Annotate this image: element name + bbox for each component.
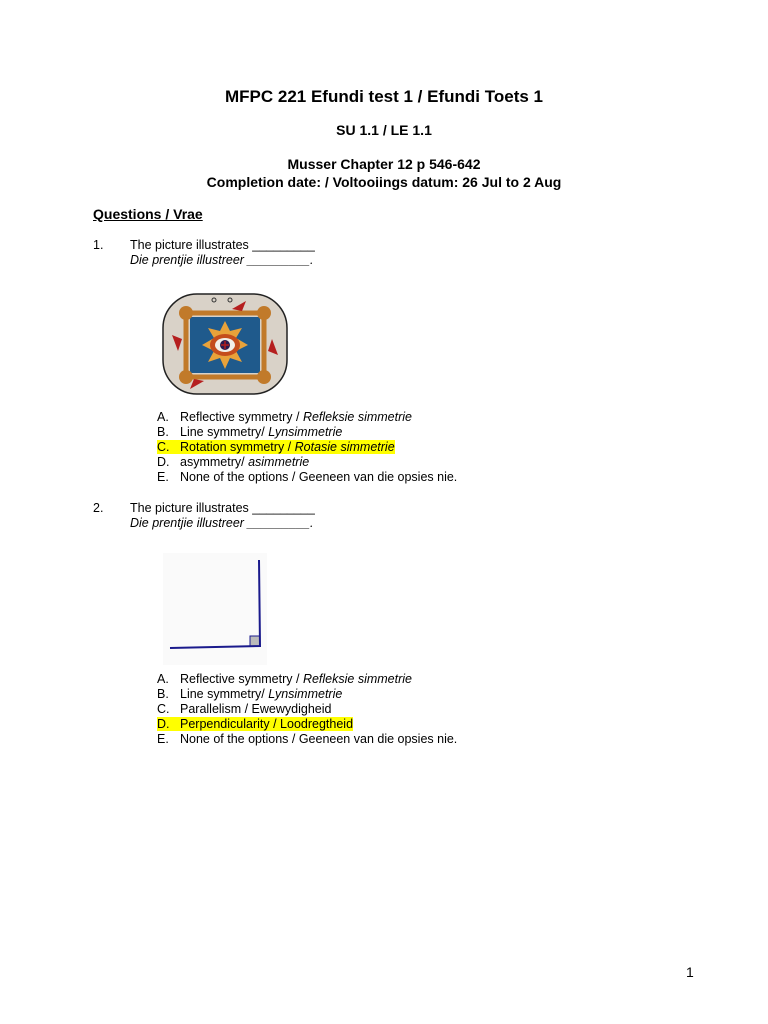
option-b[interactable] — [157, 425, 457, 440]
option-letter: A. — [157, 672, 169, 686]
option-letter: D. — [157, 455, 170, 469]
question-number: 2. — [93, 501, 104, 515]
question-text — [130, 238, 315, 268]
option-text-af: asimmetrie — [248, 455, 310, 469]
option-letter: E. — [157, 732, 169, 746]
question-text-af: Die prentjie illustreer _________. — [130, 253, 314, 267]
option-e[interactable] — [157, 732, 457, 747]
option-text: Reflective symmetry / — [180, 672, 303, 686]
option-letter: E. — [157, 470, 169, 484]
option-d[interactable] — [157, 455, 457, 470]
page-number: 1 — [686, 964, 694, 980]
right-angle-icon — [163, 553, 267, 665]
option-text: Line symmetry/ — [180, 687, 269, 701]
reference-label: Musser Chapter 12 p 546-642 — [287, 156, 481, 172]
option-d[interactable] — [157, 717, 457, 732]
option-a[interactable] — [157, 672, 457, 687]
option-c[interactable] — [157, 702, 457, 717]
option-text-af: Refleksie simmetrie — [302, 410, 412, 424]
options-list — [157, 410, 457, 485]
question-number: 1. — [93, 238, 104, 252]
options-list — [157, 672, 457, 747]
option-text: Perpendicularity / Loodregtheid — [180, 717, 354, 731]
option-letter: B. — [157, 687, 169, 701]
question-text-af: Die prentjie illustreer _________. — [130, 516, 314, 530]
question-text-en: The picture illustrates _________ — [130, 238, 315, 252]
option-letter: C. — [157, 440, 170, 454]
option-text-af: Lynsimmetrie — [268, 425, 343, 439]
option-text: Reflective symmetry / — [180, 410, 303, 424]
option-text-af: Rotasie simmetrie — [294, 440, 395, 454]
question-text-en: The picture illustrates _________ — [130, 501, 315, 515]
option-letter: C. — [157, 702, 170, 716]
option-text: Rotation symmetry / — [180, 440, 295, 454]
option-letter: B. — [157, 425, 169, 439]
option-a[interactable] — [157, 410, 457, 425]
completion-date: Completion date: / Voltooiings datum: 26 Jul to 2 Aug — [206, 174, 562, 190]
option-text: asymmetry/ — [180, 455, 249, 469]
option-text-af: Lynsimmetrie — [268, 687, 343, 701]
document-title: MFPC 221 Efundi test 1 / Efundi Toets 1 — [224, 87, 543, 106]
option-text: Parallelism / Ewewydigheid — [180, 702, 332, 716]
option-text: Line symmetry/ — [180, 425, 269, 439]
option-letter: D. — [157, 717, 170, 731]
section-heading: Questions / Vrae — [93, 206, 203, 222]
option-c[interactable] — [157, 440, 457, 455]
option-b[interactable] — [157, 687, 457, 702]
decorative-square-tile-icon — [162, 293, 288, 395]
option-text: None of the options / Geeneen van die opsies nie. — [180, 732, 458, 746]
unit-label: SU 1.1 / LE 1.1 — [336, 122, 432, 138]
option-text: None of the options / Geeneen van die opsies nie. — [180, 470, 458, 484]
question-text — [130, 501, 315, 531]
option-letter: A. — [157, 410, 169, 424]
option-e[interactable] — [157, 470, 457, 485]
option-text-af: Refleksie simmetrie — [302, 672, 412, 686]
